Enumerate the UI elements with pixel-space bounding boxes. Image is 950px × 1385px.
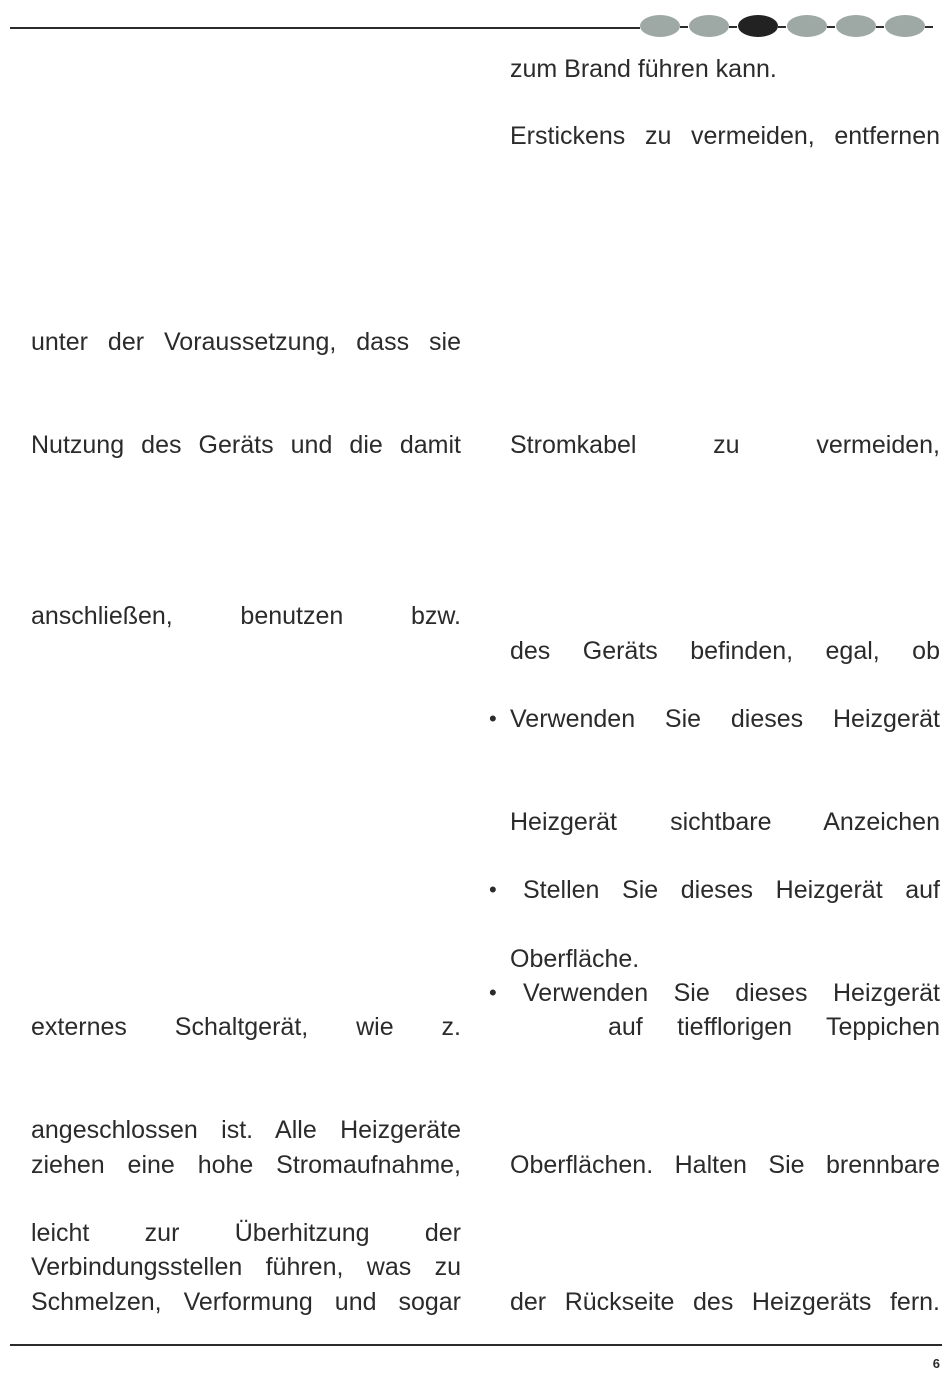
dot-connector <box>827 26 835 28</box>
right-text-line: Oberfläche. <box>510 945 640 973</box>
left-text-line: Schmelzen, Verformung und sogar <box>31 1288 461 1316</box>
left-text-line: Nutzung des Geräts und die damit <box>31 431 461 459</box>
right-text-line: der Rückseite des Heizgeräts fern. <box>510 1288 940 1316</box>
page-dot-3-active <box>738 15 778 37</box>
right-text-line: zum Brand führen kann. <box>510 55 777 83</box>
bullet-marker: • <box>489 877 497 902</box>
right-bullet-line: Stellen Sie dieses Heizgerät auf <box>523 876 940 904</box>
left-text-line: anschließen, benutzen bzw. <box>31 602 461 630</box>
right-text-line: Stromkabel zu vermeiden, <box>510 431 940 459</box>
left-text-line: leicht zur Überhitzung der <box>31 1219 461 1247</box>
page-dot-2 <box>689 15 729 37</box>
right-bullet-line: Verwenden Sie dieses Heizgerät <box>510 705 940 733</box>
bullet-marker: • <box>489 980 497 1005</box>
right-text-line: Erstickens zu vermeiden, entfernen <box>510 122 940 150</box>
header-rule <box>10 27 640 29</box>
page-dot-4 <box>787 15 827 37</box>
dot-connector <box>680 26 688 28</box>
dot-connector <box>729 26 737 28</box>
left-text-line: ziehen eine hohe Stromaufnahme, <box>31 1151 461 1179</box>
dot-connector <box>778 26 786 28</box>
page-dot-5 <box>836 15 876 37</box>
left-text-line: externes Schaltgerät, wie z. <box>31 1013 461 1041</box>
bullet-marker: • <box>489 706 497 731</box>
left-text-line: unter der Voraussetzung, dass sie <box>31 328 461 356</box>
right-text-line: auf tiefflorigen Teppichen <box>608 1013 940 1041</box>
dot-connector <box>876 26 884 28</box>
left-text-line: Verbindungsstellen führen, was zu <box>31 1253 461 1281</box>
page-dot-6 <box>885 15 925 37</box>
dot-connector <box>925 26 933 28</box>
right-text-line: des Geräts befinden, egal, ob <box>510 637 940 665</box>
page-dot-1 <box>640 15 680 37</box>
right-text-line: Heizgerät sichtbare Anzeichen <box>510 808 940 836</box>
footer-rule <box>10 1344 942 1346</box>
page-number: 6 <box>932 1356 940 1371</box>
right-bullet-line: Verwenden Sie dieses Heizgerät <box>523 979 940 1007</box>
pagination-indicator <box>640 14 940 38</box>
right-text-line: Oberflächen. Halten Sie brennbare <box>510 1151 940 1179</box>
left-text-line: angeschlossen ist. Alle Heizgeräte <box>31 1116 461 1144</box>
